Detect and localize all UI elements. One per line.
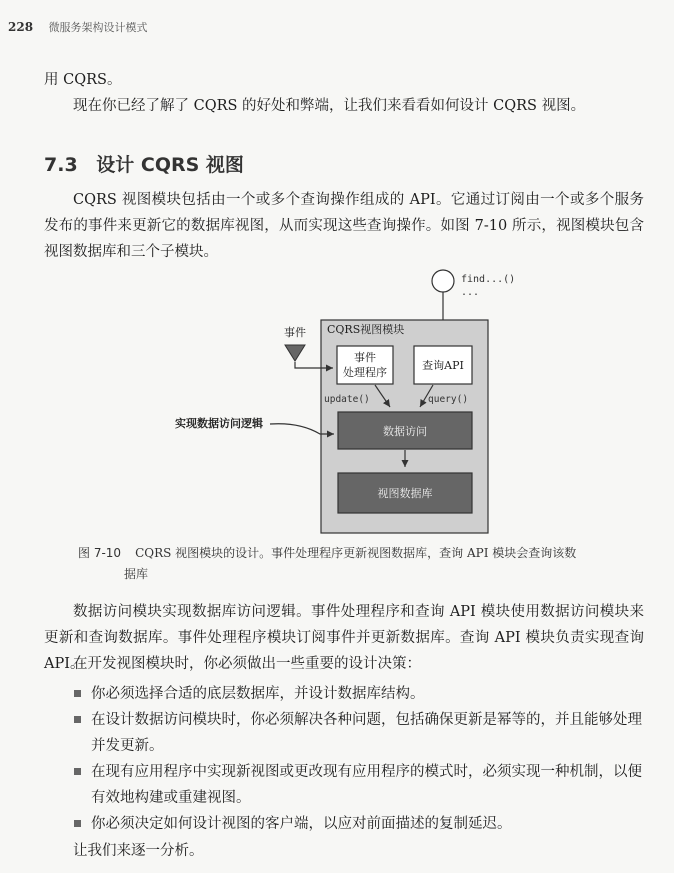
section-heading	[44, 150, 244, 177]
handler-line1: 事件	[354, 351, 376, 364]
api-port-circle	[432, 270, 454, 292]
caption-number: 图 7-10	[78, 546, 122, 560]
data-access-label: 数据访问	[383, 425, 427, 438]
paragraph-3: CQRS 视图模块包括由一个或多个查询操作组成的 API。它通过订阅由一个或多个服务发布的事件来更新它的数据库视图，从而实现这些查询操作。如图 7-10 所示，视图模块包含视图数据库和三个子模块。	[44, 192, 644, 260]
paragraph-6: 让我们来逐一分析。	[73, 843, 204, 859]
design-decision-list	[74, 681, 646, 837]
list-item: 在设计数据访问模块时，你必须解决各种问题，包括确保更新是幂等的，并且能够处理并发更新。	[74, 707, 646, 759]
paragraph-1: 用 CQRS。	[44, 72, 122, 88]
find-label: find...()	[461, 274, 516, 285]
handler-line2: 处理程序	[343, 366, 387, 379]
figure-caption	[78, 543, 618, 585]
book-title: 微服务架构设计模式	[48, 21, 148, 34]
impl-logic-label: 实现数据访问逻辑	[175, 417, 263, 430]
query-label: query()	[428, 394, 469, 405]
caption-text: CQRS 视图模块的设计。事件处理程序更新视图数据库，查询 API 模块会查询该数	[135, 546, 577, 560]
ellipsis-label: ...	[461, 287, 480, 298]
events-label: 事件	[284, 326, 306, 339]
paragraph-4: 数据访问模块实现数据库访问逻辑。事件处理程序和查询 API 模块使用数据访问模块来更新和查询数据库。事件处理程序模块订阅事件并更新数据库。查询 API 模块负责实现查询 API。	[44, 604, 644, 672]
query-api-label: 查询API	[422, 359, 464, 372]
paragraph-5: 在开发视图模块时，你必须做出一些重要的设计决策：	[73, 656, 421, 672]
list-item: 在现有应用程序中实现新视图或更改现有应用程序的模式时，必须实现一种机制，以便有效地构建或重建视图。	[74, 759, 646, 811]
module-title: CQRS视图模块	[327, 323, 405, 336]
list-item: 你必须选择合适的底层数据库，并设计数据库结构。	[74, 681, 646, 707]
paragraph-2: 现在你已经了解了 CQRS 的好处和弊端，让我们来看看如何设计 CQRS 视图。	[73, 98, 586, 114]
caption-text-cont: 据库	[124, 567, 149, 581]
section-number: 7.3	[44, 154, 78, 176]
event-triangle-icon	[285, 345, 305, 361]
update-label: update()	[324, 394, 370, 405]
page-number: 228	[8, 20, 34, 34]
page-header	[8, 19, 148, 35]
list-item: 你必须决定如何设计视图的客户端，以应对前面描述的复制延迟。	[74, 811, 646, 837]
section-title: 设计 CQRS 视图	[96, 154, 244, 176]
view-database-label: 视图数据库	[377, 487, 433, 500]
